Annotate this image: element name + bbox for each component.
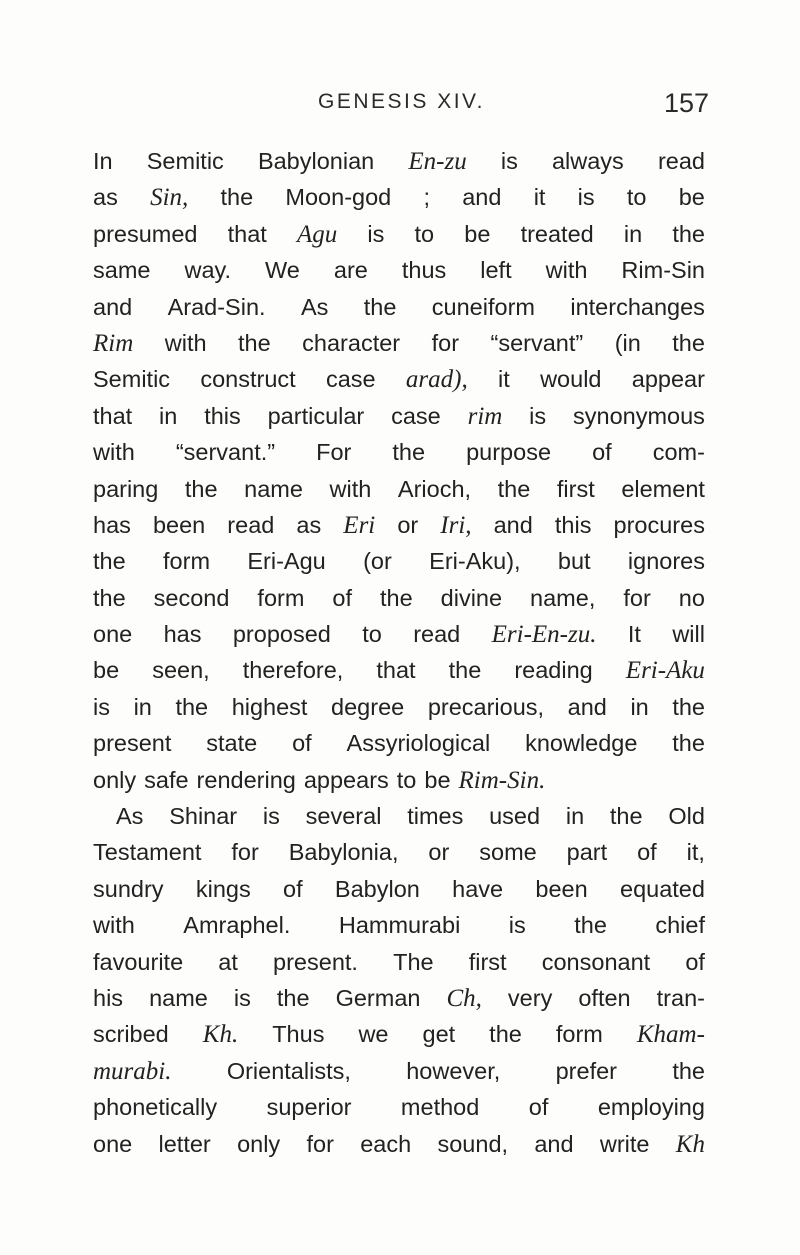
word: The: [393, 948, 434, 975]
text-line: [93, 143, 705, 179]
word: appear: [631, 366, 705, 393]
word: for: [431, 329, 460, 356]
word: are: [333, 257, 368, 284]
word: equated: [620, 875, 705, 902]
word: letter: [158, 1130, 211, 1157]
word: each: [360, 1130, 412, 1157]
word: the: [609, 803, 643, 830]
word: the: [276, 984, 310, 1011]
word: and: [567, 693, 607, 720]
word: method: [400, 1094, 480, 1121]
word: be: [424, 766, 451, 793]
word: or: [428, 839, 450, 866]
text-line: [93, 834, 705, 870]
text-line: [93, 1089, 705, 1125]
word: get: [422, 1021, 456, 1048]
word: has: [93, 511, 131, 538]
text-line: [93, 507, 705, 543]
text-line: [93, 252, 705, 288]
word: is: [500, 148, 518, 174]
word: of: [528, 1094, 549, 1121]
word: way.: [184, 257, 232, 284]
word: part: [566, 839, 608, 866]
word: the: [220, 184, 254, 211]
word: construct: [200, 366, 296, 393]
word: write: [599, 1130, 650, 1157]
word: is: [262, 803, 280, 830]
text-line: [93, 543, 705, 579]
word: divine: [440, 584, 503, 611]
text-line: [93, 652, 705, 688]
word: paring: [93, 475, 159, 502]
italic-word: Rim-Sin.: [458, 766, 546, 794]
word: Moon-god: [285, 184, 392, 211]
word: For: [316, 439, 352, 466]
word: In: [93, 148, 113, 174]
word: interchanges: [570, 293, 705, 320]
word: to: [396, 766, 417, 793]
word: read: [413, 621, 461, 648]
word: be: [678, 184, 705, 211]
word: to: [362, 621, 382, 648]
word: the: [93, 548, 126, 575]
italic-word: Eri-Aku: [625, 657, 705, 685]
word: is: [367, 220, 385, 247]
text-line: [93, 1126, 705, 1162]
word: is: [233, 984, 251, 1011]
text-line: [93, 289, 705, 325]
word: thus: [401, 257, 447, 284]
italic-word: En-zu: [408, 148, 467, 175]
word: It: [627, 621, 641, 648]
word: this: [554, 511, 592, 538]
italic-word: arad),: [405, 366, 468, 394]
word: As: [116, 803, 144, 830]
word: As: [300, 293, 329, 320]
word: of: [592, 439, 612, 466]
text-line: [93, 798, 705, 834]
word: purpose: [466, 439, 552, 466]
word: appears: [303, 766, 389, 793]
word: Hammurabi: [338, 912, 461, 939]
word: rendering: [196, 766, 296, 793]
word: “servant”: [490, 329, 584, 356]
word: is: [577, 184, 595, 211]
text-line: [93, 1053, 705, 1089]
word: Old: [668, 803, 705, 830]
word: present: [93, 730, 172, 757]
word: presumed: [93, 220, 198, 247]
text-line: [93, 907, 705, 943]
word: cuneiform: [431, 293, 535, 320]
word: only: [237, 1130, 281, 1157]
word: in: [133, 693, 152, 720]
word: (or: [363, 548, 392, 575]
word: of: [685, 948, 705, 975]
text-line: [93, 471, 705, 507]
word: read: [657, 148, 705, 174]
text-line: [93, 616, 705, 652]
word: seen,: [152, 657, 210, 684]
text-line: [93, 580, 705, 616]
running-title: GENESIS XIV.: [318, 90, 485, 113]
italic-word: Eri: [343, 511, 376, 539]
body-text: [93, 143, 705, 1162]
word: Arioch,: [397, 475, 472, 502]
word: as: [93, 184, 118, 211]
word: that: [227, 220, 267, 247]
word: prefer: [555, 1057, 617, 1084]
word: to: [414, 220, 435, 247]
word: ;: [423, 184, 430, 211]
word: character: [302, 329, 401, 356]
word: the: [184, 475, 218, 502]
word: superior: [266, 1094, 352, 1121]
word: employing: [597, 1094, 705, 1121]
word: will: [672, 621, 705, 648]
text-line: [93, 762, 705, 798]
text-line: [93, 179, 705, 215]
word: first: [556, 475, 595, 502]
word: that: [376, 657, 416, 684]
text-line: [93, 980, 705, 1016]
word: Semitic: [93, 366, 171, 393]
word: the: [238, 329, 271, 356]
italic-word: Sin,: [150, 184, 189, 212]
word: and: [493, 511, 533, 538]
word: be: [93, 657, 120, 684]
word: German: [335, 984, 421, 1011]
text-line: [93, 398, 705, 434]
word: consonant: [541, 948, 651, 975]
word: would: [540, 366, 602, 393]
text-line: [93, 871, 705, 907]
word: several: [305, 803, 382, 830]
word: at: [218, 948, 238, 975]
word: the: [672, 220, 705, 247]
text-line: [93, 216, 705, 252]
word: and: [462, 184, 502, 211]
word: scribed: [93, 1021, 169, 1048]
word: name: [244, 475, 303, 502]
word: chief: [655, 912, 705, 939]
word: first: [468, 948, 507, 975]
word: Babylonian: [257, 148, 375, 174]
word: been: [535, 875, 588, 902]
italic-word: Kh: [675, 1130, 705, 1158]
word: case: [391, 402, 441, 429]
italic-word: Ch,: [446, 984, 482, 1012]
word: in: [565, 803, 585, 830]
word: Semitic: [146, 148, 224, 174]
word: with: [93, 912, 135, 939]
word: and: [93, 293, 133, 320]
text-line: [93, 434, 705, 470]
italic-word: rim: [467, 402, 503, 430]
word: form: [555, 1021, 603, 1048]
italic-word: Agu: [296, 220, 338, 248]
word: with: [164, 329, 207, 356]
word: form: [257, 584, 305, 611]
word: Arad-Sin.: [167, 293, 266, 320]
word: the: [363, 293, 397, 320]
word: synonymous: [573, 402, 705, 429]
word: with: [545, 257, 588, 284]
word: favourite: [93, 948, 184, 975]
word: the: [175, 693, 209, 720]
word: reading: [514, 657, 593, 684]
word: we: [358, 1021, 389, 1048]
running-head: [0, 88, 800, 128]
word: We: [265, 257, 300, 284]
word: very: [507, 984, 553, 1011]
word: it: [498, 366, 510, 393]
text-line: [93, 1016, 705, 1052]
word: that: [93, 402, 133, 429]
word: however,: [406, 1057, 501, 1084]
italic-word: Kh.: [202, 1021, 239, 1049]
word: Rim-Sin: [621, 257, 705, 284]
word: have: [452, 875, 504, 902]
italic-word: Eri-En-zu.: [491, 621, 597, 649]
word: form: [163, 548, 211, 575]
italic-word: Iri,: [440, 511, 472, 539]
word: often: [578, 984, 631, 1011]
word: of: [637, 839, 657, 866]
word: element: [621, 475, 705, 502]
word: sundry: [93, 875, 164, 902]
word: the: [672, 329, 705, 356]
word: it: [533, 184, 546, 211]
word: this: [204, 402, 241, 429]
word: the: [497, 475, 531, 502]
word: precarious,: [427, 693, 545, 720]
word: is: [529, 402, 547, 429]
word: the: [392, 439, 426, 466]
word: to: [626, 184, 647, 211]
italic-word: murabi.: [93, 1057, 172, 1085]
word: of: [283, 875, 303, 902]
page-number: 157: [664, 88, 710, 118]
text-line: [93, 325, 705, 361]
word: therefore,: [242, 657, 344, 684]
word: the: [672, 1057, 705, 1084]
word: procures: [613, 511, 705, 538]
word: Assyriological: [346, 730, 491, 757]
word: Shinar: [169, 803, 238, 830]
word: Babylon: [334, 875, 420, 902]
word: knowledge: [525, 730, 638, 757]
word: with: [329, 475, 372, 502]
word: is: [93, 693, 110, 720]
word: always: [551, 148, 624, 174]
word: tran-: [656, 984, 705, 1011]
word: the: [448, 657, 482, 684]
word: in: [623, 220, 643, 247]
word: the: [672, 730, 705, 757]
word: for: [623, 584, 651, 611]
word: case: [325, 366, 376, 393]
word: it,: [686, 839, 705, 866]
word: in: [630, 693, 649, 720]
word: “servant.”: [175, 439, 276, 466]
word: highest: [231, 693, 308, 720]
word: with: [93, 439, 135, 466]
word: present.: [273, 948, 358, 975]
word: the: [672, 693, 705, 720]
word: the: [574, 912, 607, 939]
word: one: [93, 621, 133, 648]
word: of: [292, 730, 312, 757]
word: as: [296, 511, 322, 538]
word: be: [464, 220, 491, 247]
word: Eri-Agu: [247, 548, 326, 575]
word: degree: [331, 693, 405, 720]
word: same: [93, 257, 151, 284]
word: second: [153, 584, 230, 611]
word: some: [479, 839, 537, 866]
text-line: [93, 944, 705, 980]
word: for: [231, 839, 259, 866]
word: (in: [614, 329, 641, 356]
word: left: [480, 257, 512, 284]
word: only: [93, 766, 137, 793]
word: times: [407, 803, 464, 830]
word: in: [159, 402, 178, 429]
word: the: [380, 584, 413, 611]
word: Babylonia,: [288, 839, 399, 866]
word: name,: [530, 584, 596, 611]
word: been: [152, 511, 206, 538]
word: is: [508, 912, 526, 939]
word: name: [149, 984, 208, 1011]
word: particular: [267, 402, 365, 429]
word: Orientalists,: [226, 1057, 351, 1084]
word: Amraphel.: [183, 912, 291, 939]
word: read: [227, 511, 275, 538]
word: no: [678, 584, 705, 611]
word: safe: [144, 766, 189, 793]
word: Thus: [272, 1021, 325, 1048]
word: the: [93, 584, 126, 611]
word: but: [557, 548, 591, 575]
word: or: [397, 511, 419, 538]
word: for: [306, 1130, 334, 1157]
italic-word: Kham-: [636, 1021, 705, 1049]
word: phonetically: [93, 1094, 218, 1121]
word: one: [93, 1130, 133, 1157]
word: and: [534, 1130, 574, 1157]
word: the: [489, 1021, 522, 1048]
word: of: [332, 584, 353, 611]
text-line: [93, 689, 705, 725]
word: has: [163, 621, 202, 648]
word: Testament: [93, 839, 202, 866]
word: ignores: [627, 548, 705, 575]
word: proposed: [232, 621, 331, 648]
word: his: [93, 984, 124, 1011]
word: com-: [652, 439, 705, 466]
text-line: [93, 725, 705, 761]
word: state: [206, 730, 258, 757]
italic-word: Rim: [93, 329, 134, 357]
word: sound,: [437, 1130, 509, 1157]
word: treated: [520, 220, 594, 247]
text-line: [93, 361, 705, 397]
word: Eri-Aku),: [429, 548, 521, 575]
word: kings: [195, 875, 251, 902]
word: used: [489, 803, 541, 830]
